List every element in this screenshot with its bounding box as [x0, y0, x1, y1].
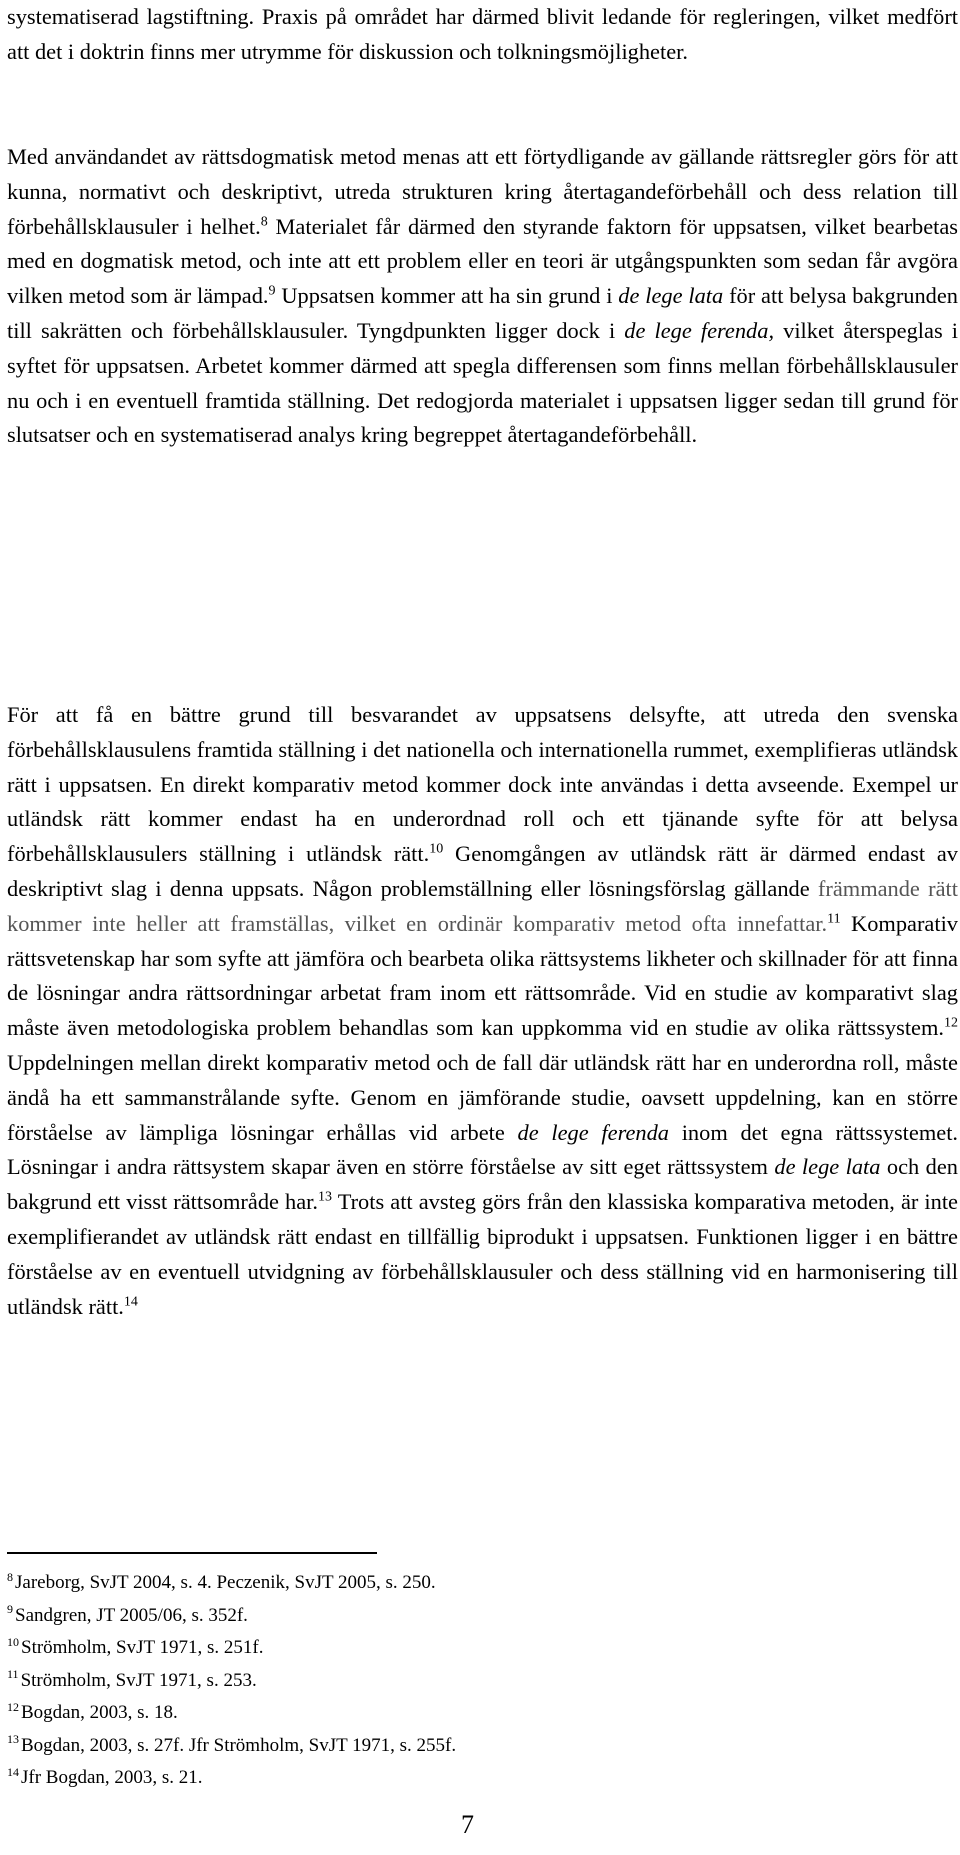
footnote-ref[interactable]: 12 [944, 1015, 958, 1031]
footnote-number: 14 [7, 1764, 19, 1779]
footnote-number: 11 [7, 1667, 19, 1682]
footnote-item [7, 1665, 456, 1698]
paragraph-text: Uppdelningen mellan direkt komparativ metod och de fall där utländsk rätt har en underordna roll, måste ändå ha ett sammanstrålande syfte. Genom en jämförande studie, oavsett uppdelning, kan en större förståelse av lämpliga lösningar erhållas vid arbete [7, 1049, 958, 1145]
italic-term: de lege ferenda, [624, 317, 775, 343]
footnote-number: 9 [7, 1602, 13, 1617]
paragraph-text: vilket återspeglas i syftet för uppsatsen. Arbetet kommer därmed att spegla differensen som finns mellan förbehållsklausuler nu och i en eventuell framtida ställning. Det redogjorda materialet i uppsatsen ligger sedan till grund för slutsatser och en systematiserad analys kring begreppet återtagandeförbehåll. [7, 317, 958, 448]
footnote-text: Jfr Bogdan, 2003, s. 21. [21, 1767, 203, 1788]
paragraph-intro [7, 0, 958, 70]
footnote-text: Bogdan, 2003, s. 18. [21, 1702, 178, 1723]
footnote-ref[interactable]: 11 [827, 911, 841, 927]
paragraph-comparative [7, 698, 958, 1324]
footnote-number: 12 [7, 1699, 19, 1714]
paragraph-text: inom det egna rättssystemet. Lösningar i andra rättsystem skapar även en större förståelse av sitt eget rättssystem [7, 1119, 959, 1180]
footnote-ref[interactable]: 14 [123, 1294, 138, 1310]
footnote-ref[interactable]: 10 [429, 841, 444, 857]
paragraph-text: Materialet får därmed den styrande faktorn för uppsatsen, vilket bearbetas med en dogmatisk metod, och inte att ett problem eller en teori är utgångspunkten som sedan får avgöra vilken metod som är lämpad. [7, 213, 958, 309]
paragraph-text: Komparativ rättsvetenskap har som syfte att jämföra och bearbeta olika rättsystems likheter och skillnader för att finna de lösningar andra rättsordningar arbetat fram inom ett rättsområde. Vid en studie av komparativt slag måste även metodologiska problem behandlas som kan uppkomma vid en studie av olika rättssystem. [7, 910, 958, 1041]
paragraph-text: Trots att avsteg görs från den klassiska komparativa metoden, är inte exemplifierandet av utländsk rätt endast en tillfällig biprodukt i uppsatsen. Funktionen ligger i en bättre förståelse av en eventuell utvidgning av förbehållsklausuler och dess ställning vid en harmonisering till utländsk rätt. [7, 1189, 958, 1319]
paragraph-text: För att få en bättre grund till besvarandet av uppsatsens delsyfte, att utreda den svenska förbehållsklausulens framtida ställning i det nationella och internationella rummet, exemplifieras utländsk rätt i uppsatsen. En direkt komparativ metod kommer dock inte användas i detta avseende. Exempel ur utländsk rätt kommer endast ha en underordnad roll och ett tjänande syfte för att belysa förbehållsklausulers ställning i utländsk rätt. [7, 702, 958, 867]
footnote-ref[interactable]: 9 [268, 283, 276, 299]
footnote-item [7, 1600, 456, 1633]
footnote-ref[interactable]: 8 [260, 214, 268, 230]
page-number: 7 [461, 1810, 474, 1839]
italic-term: de lege lata [774, 1154, 881, 1180]
footnote-item [7, 1697, 456, 1730]
paragraph-text: Med användandet av rättsdogmatisk metod menas att ett förtydligande av gällande rättsregler görs för att kunna, normativt och deskriptivt, utreda strukturen kring återtagandeförbehåll och dess relation till förbehållsklausuler i helhet. [7, 144, 958, 239]
footnote-separator [7, 1552, 377, 1554]
footnote-item [7, 1730, 456, 1763]
paragraph-text: Uppsatsen kommer att ha sin grund i [275, 283, 619, 309]
footnote-item [7, 1567, 456, 1600]
footnotes [7, 1567, 456, 1795]
footnote-number: 8 [7, 1569, 13, 1584]
footnote-ref[interactable]: 13 [318, 1189, 333, 1205]
italic-term: de lege ferenda [517, 1119, 669, 1145]
footnote-number: 10 [7, 1634, 19, 1649]
paragraph-method [7, 140, 958, 453]
footnote-number: 13 [7, 1732, 19, 1747]
footnote-text: Strömholm, SvJT 1971, s. 253. [20, 1669, 257, 1691]
paragraph-text: för att belysa bakgrunden till sakrätten och förbehållsklausuler. Tyngdpunkten ligger dock i [7, 283, 958, 343]
paragraph-text: främmande rätt kommer inte heller att framställas, vilket en ordinär komparativ metod ofta innefattar. [7, 875, 958, 936]
italic-term: de lege lata [618, 283, 724, 309]
footnote-text: Bogdan, 2003, s. 27f. Jfr Strömholm, SvJT 1971, s. 255f. [21, 1734, 457, 1756]
footnote-item [7, 1762, 456, 1795]
footnote-text: Strömholm, SvJT 1971, s. 251f. [21, 1637, 264, 1658]
paragraph-text: systematiserad lagstiftning. Praxis på området har därmed blivit ledande för regleringen, vilket medfört att det i doktrin finns mer utrymme för diskussion och tolkningsmöjligheter. [7, 4, 958, 64]
paragraph-text: och den bakgrund ett visst rättsområde har. [7, 1154, 958, 1215]
footnote-text: Jareborg, SvJT 2004, s. 4. Peczenik, SvJT 2005, s. 250. [15, 1572, 436, 1593]
footnote-text: Sandgren, JT 2005/06, s. 352f. [15, 1604, 248, 1626]
paragraph-text: Genomgången av utländsk rätt är därmed endast av deskriptivt slag i denna uppsats. Någon problemställning eller lösningsförslag gällande [7, 841, 958, 901]
footnote-item [7, 1632, 456, 1665]
